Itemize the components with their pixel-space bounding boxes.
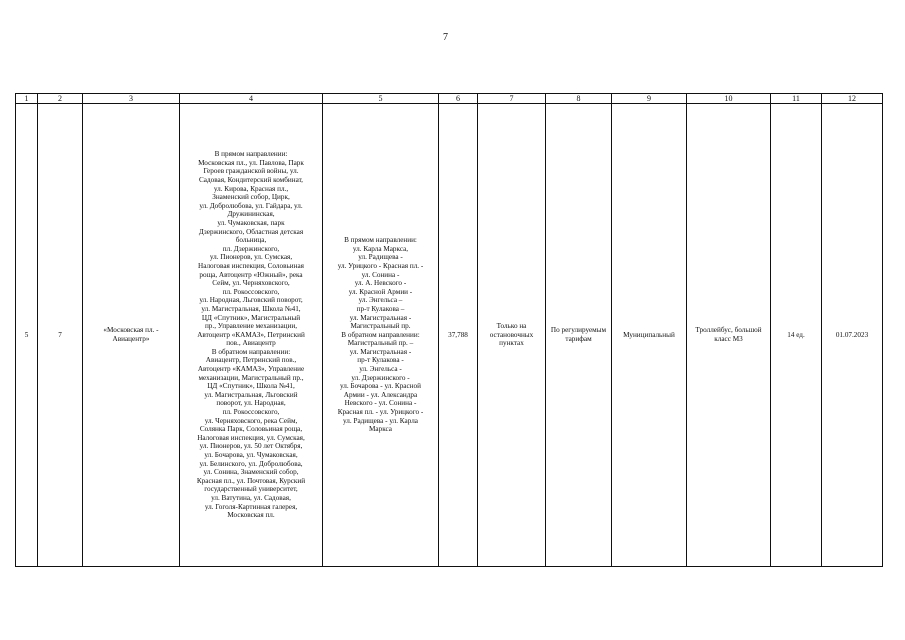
- stop-line: Дзержинского, Областная детская: [198, 227, 304, 236]
- path-line: Маркса: [369, 425, 392, 434]
- stop-line: Сейм, ул. Черняховского,: [212, 279, 290, 288]
- stop-line: пл. Дзержинского,: [222, 244, 280, 253]
- route-name-cell: «Московская пл. - Авиацентр»: [83, 104, 180, 567]
- row-number-cell: 5: [16, 104, 38, 567]
- stop-line: ул. Магистральная, Школа №41,: [201, 304, 301, 313]
- stop-line: ул. Сонина, Знаменский собор,: [203, 468, 299, 477]
- stop-line: пл. Рокоссовского,: [222, 408, 280, 417]
- path-line: ул. Бочарова - ул. Красной: [340, 382, 421, 391]
- column-number-9: 9: [612, 94, 687, 104]
- column-number-6: 6: [439, 94, 478, 104]
- stops-order-cell: Только на остановочных пунктах: [478, 104, 546, 567]
- stop-line: ЦД «Спутник», Магистральный: [201, 313, 301, 322]
- stop-line: Солянка Парк, Соловьиная роща,: [199, 425, 303, 434]
- stop-line: В прямом направлении:: [214, 150, 288, 159]
- path-line: ул. Карла Маркса,: [352, 244, 409, 253]
- column-number-10: 10: [687, 94, 771, 104]
- stop-line: ул. Ватутина, ул. Садовая,: [211, 493, 291, 502]
- column-number-1: 1: [16, 94, 38, 104]
- route-number-cell: 7: [38, 104, 83, 567]
- path-line: Магистральный пр. –: [347, 339, 414, 348]
- path-line: пр-т Кулакова -: [357, 356, 404, 365]
- path-line: Магистральный пр.: [350, 322, 411, 331]
- route-registry-table: [15, 93, 883, 567]
- stop-line: ул. Пионеров, ул. Сумская,: [209, 253, 293, 262]
- column-number-11: 11: [771, 94, 822, 104]
- route-path-list: [325, 236, 436, 434]
- path-line: ул. Магистральная -: [349, 347, 412, 356]
- stop-line: ЦД «Спутник», Школа №41,: [207, 382, 295, 391]
- stop-line: ул. Гоголя-Картинная галерея,: [204, 502, 298, 511]
- stop-line: Знаменский собор, Цирк,: [212, 193, 290, 202]
- column-number-7: 7: [478, 94, 546, 104]
- path-line: ул. Радищева - ул. Карла: [343, 416, 418, 425]
- intermediate-stops-cell: [180, 104, 323, 567]
- stop-line: пр., Управление механизации,: [204, 322, 298, 331]
- path-line: ул. Энгельса –: [358, 296, 403, 305]
- stop-line: Автоцентр «КАМАЗ», Управление: [197, 365, 305, 374]
- stop-line: Героев гражданской войны, ул.: [203, 167, 299, 176]
- vehicle-type-cell: Троллейбус, большой класс М3: [687, 104, 771, 567]
- stop-line: ул. Кирова, Красная пл.,: [213, 184, 289, 193]
- stop-line: поворот, ул. Народная,: [216, 399, 286, 408]
- stop-line: больница,: [235, 236, 267, 245]
- path-line: ул. Дзержинского -: [351, 373, 410, 382]
- path-line: ул. А. Невского -: [354, 279, 407, 288]
- path-line: ул. Магистральная -: [349, 313, 412, 322]
- column-number-8: 8: [546, 94, 612, 104]
- stop-line: ул. Магистральная, Льговский: [204, 390, 298, 399]
- vehicle-count-cell: 14 ед.: [771, 104, 822, 567]
- route-length-cell: 37,788: [439, 104, 478, 567]
- stop-line: роща, Автоцентр «Южный», река: [199, 270, 303, 279]
- route-path-cell: [323, 104, 439, 567]
- path-line: Красная пл. - ул. Урицкого -: [337, 408, 424, 417]
- stop-line: Автоцентр «КАМАЗ», Петринский: [197, 330, 305, 339]
- path-line: ул. Сонина -: [361, 270, 400, 279]
- stop-line: ул. Пионеров, ул. 50 лет Октября,: [199, 442, 303, 451]
- path-line: ул. Урицкого - Красная пл. -: [337, 261, 424, 270]
- stop-line: ул. Народная, Льговский поворот,: [199, 296, 303, 305]
- column-number-row: [16, 94, 883, 104]
- path-line: ул. Красной Армии -: [348, 287, 413, 296]
- path-line: пр-т Кулакова –: [356, 304, 405, 313]
- stop-line: Налоговая инспекция, Соловьиная: [198, 261, 304, 270]
- stop-line: Московская пл., ул. Павлова, Парк: [198, 158, 304, 167]
- start-date-cell: 01.07.2023: [822, 104, 883, 567]
- path-line: Невского - ул. Сонина -: [344, 399, 417, 408]
- stop-line: пл. Рокоссовского,: [222, 287, 280, 296]
- column-number-5: 5: [323, 94, 439, 104]
- stop-line: Красная пл., ул. Почтовая, Курский: [196, 476, 306, 485]
- stop-line: ул. Белинского, ул. Добролюбова,: [199, 459, 303, 468]
- path-line: ул. Радищева -: [358, 253, 403, 262]
- column-number-4: 4: [180, 94, 323, 104]
- stop-line: В обратном направлении:: [211, 347, 291, 356]
- column-number-12: 12: [822, 94, 883, 104]
- column-number-3: 3: [83, 94, 180, 104]
- stop-line: Дружининская,: [227, 210, 275, 219]
- stop-line: пов., Авиацентр: [226, 339, 276, 348]
- stop-line: Садовая, Кондитерский комбинат,: [199, 176, 303, 185]
- path-line: ул. Энгельса -: [359, 365, 402, 374]
- tariff-type-cell: По регулируемым тарифам: [546, 104, 612, 567]
- stop-line: Налоговая инспекция, ул. Сумская,: [197, 433, 305, 442]
- stop-line: ул. Бочарова, ул. Чумаковская,: [204, 451, 298, 460]
- column-number-2: 2: [38, 94, 83, 104]
- stop-line: ул. Чумаковская, парк: [217, 218, 285, 227]
- path-line: В прямом направлении:: [344, 236, 417, 245]
- intermediate-stops-list: [182, 150, 320, 520]
- stop-line: государственный университет,: [204, 485, 298, 494]
- route-type-cell: Муниципальный: [612, 104, 687, 567]
- path-line: Армии - ул. Александра: [343, 390, 418, 399]
- page-number: 7: [443, 32, 448, 43]
- stop-line: Московская пл.: [227, 511, 275, 520]
- stop-line: механизации, Магистральный пр.,: [198, 373, 304, 382]
- stop-line: ул. Черняховского, река Сейм,: [204, 416, 298, 425]
- stop-line: Авиацентр, Петринский пов.,: [205, 356, 297, 365]
- table-row: [16, 104, 883, 567]
- path-line: В обратном направлении:: [341, 330, 420, 339]
- stop-line: ул. Добролюбова, ул. Гайдара, ул.: [199, 201, 303, 210]
